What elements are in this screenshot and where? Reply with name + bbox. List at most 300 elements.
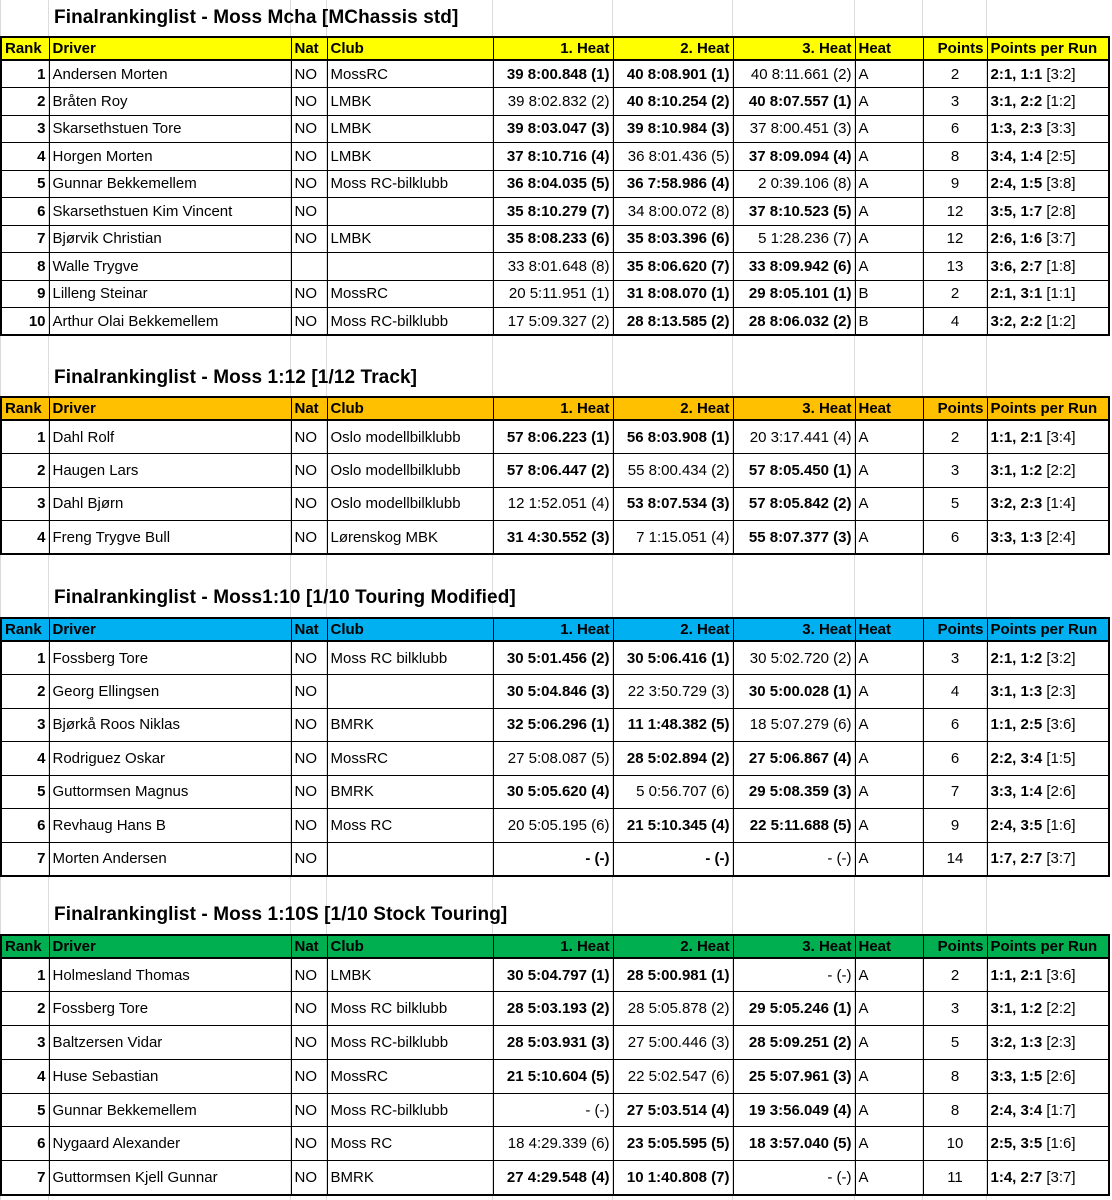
column-header-ppr[interactable]: Points per Run (987, 618, 1109, 641)
column-header-points[interactable]: Points (923, 618, 987, 641)
heat-group-cell[interactable]: A (855, 708, 923, 742)
rank-cell[interactable]: 10 (1, 308, 49, 336)
points-per-run-cell[interactable] (987, 641, 1109, 675)
nat-cell[interactable]: NO (291, 1059, 327, 1093)
club-cell[interactable]: LMBK (327, 115, 493, 143)
points-per-run-cell[interactable] (987, 115, 1109, 143)
column-header-driver[interactable]: Driver (49, 397, 291, 420)
driver-cell[interactable]: Andersen Morten (49, 60, 291, 88)
rank-cell[interactable]: 2 (1, 88, 49, 116)
heat3-cell[interactable]: 30 5:02.720 (2) (733, 641, 855, 675)
column-header-ppr[interactable]: Points per Run (987, 397, 1109, 420)
club-cell[interactable]: BMRK (327, 1161, 493, 1195)
points-cell[interactable]: 12 (923, 225, 987, 253)
club-cell[interactable]: Lørenskog MBK (327, 521, 493, 555)
nat-cell[interactable]: NO (291, 143, 327, 171)
driver-cell[interactable]: Gunnar Bekkemellem (49, 170, 291, 198)
nat-cell[interactable]: NO (291, 115, 327, 143)
driver-cell[interactable]: Fossberg Tore (49, 641, 291, 675)
club-cell[interactable]: Moss RC-bilklubb (327, 170, 493, 198)
heat2-cell[interactable]: 10 1:40.808 (7) (613, 1161, 733, 1195)
points-per-run-cell[interactable] (987, 742, 1109, 776)
heat3-cell[interactable]: 40 8:07.557 (1) (733, 88, 855, 116)
points-cell[interactable]: 3 (923, 992, 987, 1026)
driver-cell[interactable]: Lilleng Steinar (49, 280, 291, 308)
heat2-cell[interactable]: 11 1:48.382 (5) (613, 708, 733, 742)
heat2-cell[interactable]: 28 5:05.878 (2) (613, 992, 733, 1026)
heat-group-cell[interactable]: A (855, 170, 923, 198)
heat2-cell[interactable]: 28 5:02.894 (2) (613, 742, 733, 776)
heat1-cell[interactable]: 57 8:06.223 (1) (493, 420, 613, 454)
heat2-cell[interactable]: 30 5:06.416 (1) (613, 641, 733, 675)
column-header-heat3[interactable]: 3. Heat (733, 37, 855, 60)
points-per-run-cell[interactable] (987, 809, 1109, 843)
column-header-club[interactable]: Club (327, 935, 493, 958)
rank-cell[interactable]: 4 (1, 143, 49, 171)
heat1-cell[interactable]: 32 5:06.296 (1) (493, 708, 613, 742)
heat2-cell[interactable]: 28 8:13.585 (2) (613, 308, 733, 336)
column-header-driver[interactable]: Driver (49, 618, 291, 641)
points-per-run-cell[interactable] (987, 280, 1109, 308)
club-cell[interactable]: LMBK (327, 958, 493, 992)
heat3-cell[interactable]: 25 5:07.961 (3) (733, 1059, 855, 1093)
heat-group-cell[interactable]: A (855, 842, 923, 876)
nat-cell[interactable]: NO (291, 1026, 327, 1060)
heat-group-cell[interactable]: A (855, 809, 923, 843)
rank-cell[interactable]: 3 (1, 708, 49, 742)
points-per-run-cell[interactable] (987, 225, 1109, 253)
heat1-cell[interactable]: 17 5:09.327 (2) (493, 308, 613, 336)
column-header-points[interactable]: Points (923, 37, 987, 60)
points-per-run-cell[interactable] (987, 958, 1109, 992)
rank-cell[interactable]: 5 (1, 775, 49, 809)
rank-cell[interactable]: 6 (1, 198, 49, 226)
column-header-heat3[interactable]: 3. Heat (733, 618, 855, 641)
column-header-club[interactable]: Club (327, 37, 493, 60)
points-per-run-cell[interactable] (987, 198, 1109, 226)
column-header-club[interactable]: Club (327, 618, 493, 641)
rank-cell[interactable]: 5 (1, 170, 49, 198)
column-header-heat3[interactable]: 3. Heat (733, 935, 855, 958)
heat3-cell[interactable]: - (-) (733, 958, 855, 992)
points-cell[interactable]: 5 (923, 1026, 987, 1060)
club-cell[interactable]: MossRC (327, 60, 493, 88)
heat1-cell[interactable]: 27 5:08.087 (5) (493, 742, 613, 776)
column-header-driver[interactable]: Driver (49, 37, 291, 60)
driver-cell[interactable]: Nygaard Alexander (49, 1127, 291, 1161)
points-per-run-cell[interactable] (987, 170, 1109, 198)
club-cell[interactable] (327, 198, 493, 226)
rank-cell[interactable]: 5 (1, 1093, 49, 1127)
heat-group-cell[interactable]: A (855, 253, 923, 281)
rank-cell[interactable]: 3 (1, 115, 49, 143)
driver-cell[interactable]: Haugen Lars (49, 454, 291, 488)
heat-group-cell[interactable]: B (855, 308, 923, 336)
heat2-cell[interactable]: 22 3:50.729 (3) (613, 675, 733, 709)
rank-cell[interactable]: 3 (1, 1026, 49, 1060)
column-header-heat3[interactable]: 3. Heat (733, 397, 855, 420)
rank-cell[interactable]: 4 (1, 742, 49, 776)
club-cell[interactable]: Oslo modellbilklubb (327, 487, 493, 521)
column-header-ppr[interactable]: Points per Run (987, 935, 1109, 958)
nat-cell[interactable]: NO (291, 198, 327, 226)
nat-cell[interactable]: NO (291, 88, 327, 116)
heat2-cell[interactable]: 21 5:10.345 (4) (613, 809, 733, 843)
club-cell[interactable]: Moss RC (327, 1127, 493, 1161)
heat1-cell[interactable]: 31 4:30.552 (3) (493, 521, 613, 555)
nat-cell[interactable]: NO (291, 708, 327, 742)
column-header-points[interactable]: Points (923, 935, 987, 958)
heat2-cell[interactable]: 35 8:06.620 (7) (613, 253, 733, 281)
column-header-heat1[interactable]: 1. Heat (493, 37, 613, 60)
rank-cell[interactable]: 6 (1, 1127, 49, 1161)
heat-group-cell[interactable]: A (855, 992, 923, 1026)
heat3-cell[interactable]: 37 8:10.523 (5) (733, 198, 855, 226)
heat1-cell[interactable]: 30 5:04.797 (1) (493, 958, 613, 992)
nat-cell[interactable]: NO (291, 992, 327, 1026)
rank-cell[interactable]: 1 (1, 420, 49, 454)
points-cell[interactable]: 14 (923, 842, 987, 876)
points-cell[interactable]: 13 (923, 253, 987, 281)
points-cell[interactable]: 9 (923, 170, 987, 198)
club-cell[interactable]: LMBK (327, 225, 493, 253)
points-per-run-cell[interactable] (987, 88, 1109, 116)
points-cell[interactable]: 4 (923, 308, 987, 336)
heat3-cell[interactable]: 27 5:06.867 (4) (733, 742, 855, 776)
heat3-cell[interactable]: 29 5:08.359 (3) (733, 775, 855, 809)
nat-cell[interactable]: NO (291, 225, 327, 253)
driver-cell[interactable]: Baltzersen Vidar (49, 1026, 291, 1060)
points-cell[interactable]: 10 (923, 1127, 987, 1161)
heat-group-cell[interactable]: A (855, 420, 923, 454)
heat-group-cell[interactable]: B (855, 280, 923, 308)
points-cell[interactable]: 6 (923, 742, 987, 776)
points-per-run-cell[interactable] (987, 60, 1109, 88)
column-header-heat1[interactable]: 1. Heat (493, 397, 613, 420)
rank-cell[interactable]: 1 (1, 958, 49, 992)
driver-cell[interactable]: Rodriguez Oskar (49, 742, 291, 776)
heat1-cell[interactable]: 27 4:29.548 (4) (493, 1161, 613, 1195)
heat2-cell[interactable]: 56 8:03.908 (1) (613, 420, 733, 454)
rank-cell[interactable]: 2 (1, 992, 49, 1026)
nat-cell[interactable]: NO (291, 675, 327, 709)
points-per-run-cell[interactable] (987, 775, 1109, 809)
nat-cell[interactable]: NO (291, 280, 327, 308)
heat2-cell[interactable]: 55 8:00.434 (2) (613, 454, 733, 488)
column-header-rank[interactable]: Rank (1, 37, 49, 60)
points-per-run-cell[interactable] (987, 1059, 1109, 1093)
nat-cell[interactable]: NO (291, 1127, 327, 1161)
club-cell[interactable]: Moss RC bilklubb (327, 992, 493, 1026)
club-cell[interactable]: Oslo modellbilklubb (327, 420, 493, 454)
heat-group-cell[interactable]: A (855, 742, 923, 776)
heat-group-cell[interactable]: A (855, 521, 923, 555)
club-cell[interactable]: MossRC (327, 742, 493, 776)
heat-group-cell[interactable]: A (855, 487, 923, 521)
heat2-cell[interactable]: 27 5:00.446 (3) (613, 1026, 733, 1060)
heat-group-cell[interactable]: A (855, 225, 923, 253)
nat-cell[interactable]: NO (291, 454, 327, 488)
heat1-cell[interactable]: 30 5:04.846 (3) (493, 675, 613, 709)
club-cell[interactable]: LMBK (327, 143, 493, 171)
club-cell[interactable]: Moss RC bilklubb (327, 641, 493, 675)
heat-group-cell[interactable]: A (855, 1026, 923, 1060)
points-cell[interactable]: 12 (923, 198, 987, 226)
heat2-cell[interactable]: 23 5:05.595 (5) (613, 1127, 733, 1161)
column-header-heat[interactable]: Heat (855, 618, 923, 641)
column-header-ppr[interactable]: Points per Run (987, 37, 1109, 60)
heat-group-cell[interactable]: A (855, 775, 923, 809)
points-cell[interactable]: 6 (923, 115, 987, 143)
column-header-nat[interactable]: Nat (291, 618, 327, 641)
heat3-cell[interactable]: 57 8:05.842 (2) (733, 487, 855, 521)
nat-cell[interactable]: NO (291, 775, 327, 809)
points-per-run-cell[interactable] (987, 253, 1109, 281)
column-header-rank[interactable]: Rank (1, 397, 49, 420)
heat3-cell[interactable]: 18 3:57.040 (5) (733, 1127, 855, 1161)
heat1-cell[interactable]: 20 5:05.195 (6) (493, 809, 613, 843)
heat-group-cell[interactable]: A (855, 454, 923, 488)
heat-group-cell[interactable]: A (855, 198, 923, 226)
points-per-run-cell[interactable] (987, 454, 1109, 488)
driver-cell[interactable]: Huse Sebastian (49, 1059, 291, 1093)
nat-cell[interactable]: NO (291, 521, 327, 555)
nat-cell[interactable]: NO (291, 958, 327, 992)
nat-cell[interactable]: NO (291, 487, 327, 521)
points-cell[interactable]: 3 (923, 88, 987, 116)
driver-cell[interactable]: Skarsethstuen Tore (49, 115, 291, 143)
nat-cell[interactable]: NO (291, 1161, 327, 1195)
heat1-cell[interactable]: 39 8:02.832 (2) (493, 88, 613, 116)
heat3-cell[interactable]: 5 1:28.236 (7) (733, 225, 855, 253)
heat1-cell[interactable]: 30 5:05.620 (4) (493, 775, 613, 809)
rank-cell[interactable]: 1 (1, 60, 49, 88)
heat2-cell[interactable]: 35 8:03.396 (6) (613, 225, 733, 253)
column-header-heat1[interactable]: 1. Heat (493, 618, 613, 641)
points-per-run-cell[interactable] (987, 708, 1109, 742)
nat-cell[interactable]: NO (291, 641, 327, 675)
heat3-cell[interactable]: 19 3:56.049 (4) (733, 1093, 855, 1127)
heat3-cell[interactable]: 28 8:06.032 (2) (733, 308, 855, 336)
points-per-run-cell[interactable] (987, 521, 1109, 555)
heat1-cell[interactable]: - (-) (493, 842, 613, 876)
points-cell[interactable]: 4 (923, 675, 987, 709)
points-per-run-cell[interactable] (987, 1093, 1109, 1127)
column-header-rank[interactable]: Rank (1, 618, 49, 641)
heat3-cell[interactable]: 18 5:07.279 (6) (733, 708, 855, 742)
driver-cell[interactable]: Skarsethstuen Kim Vincent (49, 198, 291, 226)
club-cell[interactable]: MossRC (327, 1059, 493, 1093)
driver-cell[interactable]: Holmesland Thomas (49, 958, 291, 992)
heat-group-cell[interactable]: A (855, 641, 923, 675)
points-per-run-cell[interactable] (987, 308, 1109, 336)
rank-cell[interactable]: 4 (1, 521, 49, 555)
heat3-cell[interactable]: 55 8:07.377 (3) (733, 521, 855, 555)
column-header-driver[interactable]: Driver (49, 935, 291, 958)
club-cell[interactable]: Moss RC-bilklubb (327, 1026, 493, 1060)
driver-cell[interactable]: Revhaug Hans B (49, 809, 291, 843)
points-per-run-cell[interactable] (987, 1026, 1109, 1060)
heat-group-cell[interactable]: A (855, 675, 923, 709)
points-per-run-cell[interactable] (987, 842, 1109, 876)
heat2-cell[interactable]: 27 5:03.514 (4) (613, 1093, 733, 1127)
column-header-heat2[interactable]: 2. Heat (613, 935, 733, 958)
column-header-heat[interactable]: Heat (855, 935, 923, 958)
heat2-cell[interactable]: 7 1:15.051 (4) (613, 521, 733, 555)
nat-cell[interactable]: NO (291, 842, 327, 876)
heat1-cell[interactable]: 37 8:10.716 (4) (493, 143, 613, 171)
driver-cell[interactable]: Gunnar Bekkemellem (49, 1093, 291, 1127)
club-cell[interactable]: MossRC (327, 280, 493, 308)
points-cell[interactable]: 9 (923, 809, 987, 843)
points-cell[interactable]: 8 (923, 143, 987, 171)
heat2-cell[interactable]: 34 8:00.072 (8) (613, 198, 733, 226)
nat-cell[interactable] (291, 253, 327, 281)
column-header-nat[interactable]: Nat (291, 935, 327, 958)
club-cell[interactable]: Moss RC-bilklubb (327, 308, 493, 336)
heat-group-cell[interactable]: A (855, 88, 923, 116)
club-cell[interactable] (327, 842, 493, 876)
column-header-points[interactable]: Points (923, 397, 987, 420)
points-cell[interactable]: 8 (923, 1059, 987, 1093)
heat1-cell[interactable]: 28 5:03.193 (2) (493, 992, 613, 1026)
heat2-cell[interactable]: 5 0:56.707 (6) (613, 775, 733, 809)
club-cell[interactable]: Moss RC-bilklubb (327, 1093, 493, 1127)
heat3-cell[interactable]: 29 8:05.101 (1) (733, 280, 855, 308)
driver-cell[interactable]: Bjørkå Roos Niklas (49, 708, 291, 742)
column-header-heat1[interactable]: 1. Heat (493, 935, 613, 958)
heat2-cell[interactable]: 40 8:08.901 (1) (613, 60, 733, 88)
driver-cell[interactable]: Walle Trygve (49, 253, 291, 281)
points-cell[interactable]: 2 (923, 60, 987, 88)
heat-group-cell[interactable]: A (855, 1161, 923, 1195)
column-header-heat[interactable]: Heat (855, 397, 923, 420)
driver-cell[interactable]: Freng Trygve Bull (49, 521, 291, 555)
driver-cell[interactable]: Horgen Morten (49, 143, 291, 171)
rank-cell[interactable]: 7 (1, 842, 49, 876)
points-cell[interactable]: 7 (923, 775, 987, 809)
column-header-heat2[interactable]: 2. Heat (613, 37, 733, 60)
nat-cell[interactable]: NO (291, 809, 327, 843)
points-cell[interactable]: 3 (923, 641, 987, 675)
heat3-cell[interactable]: 57 8:05.450 (1) (733, 454, 855, 488)
heat2-cell[interactable]: 53 8:07.534 (3) (613, 487, 733, 521)
column-header-nat[interactable]: Nat (291, 37, 327, 60)
heat3-cell[interactable]: 37 8:00.451 (3) (733, 115, 855, 143)
driver-cell[interactable]: Bråten Roy (49, 88, 291, 116)
rank-cell[interactable]: 2 (1, 454, 49, 488)
heat1-cell[interactable]: 57 8:06.447 (2) (493, 454, 613, 488)
heat3-cell[interactable]: 28 5:09.251 (2) (733, 1026, 855, 1060)
heat-group-cell[interactable]: A (855, 1059, 923, 1093)
nat-cell[interactable]: NO (291, 60, 327, 88)
heat3-cell[interactable]: 2 0:39.106 (8) (733, 170, 855, 198)
points-per-run-cell[interactable] (987, 420, 1109, 454)
points-cell[interactable]: 6 (923, 521, 987, 555)
heat3-cell[interactable]: 29 5:05.246 (1) (733, 992, 855, 1026)
heat1-cell[interactable]: 12 1:52.051 (4) (493, 487, 613, 521)
heat1-cell[interactable]: 35 8:08.233 (6) (493, 225, 613, 253)
heat3-cell[interactable]: 33 8:09.942 (6) (733, 253, 855, 281)
heat1-cell[interactable]: 39 8:03.047 (3) (493, 115, 613, 143)
points-cell[interactable]: 2 (923, 280, 987, 308)
driver-cell[interactable]: Dahl Bjørn (49, 487, 291, 521)
heat2-cell[interactable]: 28 5:00.981 (1) (613, 958, 733, 992)
club-cell[interactable] (327, 253, 493, 281)
nat-cell[interactable]: NO (291, 308, 327, 336)
rank-cell[interactable]: 7 (1, 1161, 49, 1195)
points-cell[interactable]: 2 (923, 420, 987, 454)
nat-cell[interactable]: NO (291, 1093, 327, 1127)
heat1-cell[interactable]: 20 5:11.951 (1) (493, 280, 613, 308)
heat-group-cell[interactable]: A (855, 1127, 923, 1161)
heat3-cell[interactable]: 37 8:09.094 (4) (733, 143, 855, 171)
heat-group-cell[interactable]: A (855, 1093, 923, 1127)
heat1-cell[interactable]: 35 8:10.279 (7) (493, 198, 613, 226)
column-header-heat2[interactable]: 2. Heat (613, 397, 733, 420)
nat-cell[interactable]: NO (291, 170, 327, 198)
heat3-cell[interactable]: - (-) (733, 842, 855, 876)
driver-cell[interactable]: Arthur Olai Bekkemellem (49, 308, 291, 336)
rank-cell[interactable]: 9 (1, 280, 49, 308)
heat2-cell[interactable]: 31 8:08.070 (1) (613, 280, 733, 308)
heat1-cell[interactable]: 33 8:01.648 (8) (493, 253, 613, 281)
heat2-cell[interactable]: 36 8:01.436 (5) (613, 143, 733, 171)
points-cell[interactable]: 11 (923, 1161, 987, 1195)
heat1-cell[interactable]: 39 8:00.848 (1) (493, 60, 613, 88)
club-cell[interactable]: BMRK (327, 708, 493, 742)
heat-group-cell[interactable]: A (855, 958, 923, 992)
heat1-cell[interactable]: 28 5:03.931 (3) (493, 1026, 613, 1060)
driver-cell[interactable]: Guttormsen Kjell Gunnar (49, 1161, 291, 1195)
club-cell[interactable]: LMBK (327, 88, 493, 116)
points-per-run-cell[interactable] (987, 992, 1109, 1026)
heat-group-cell[interactable]: A (855, 143, 923, 171)
heat3-cell[interactable]: 22 5:11.688 (5) (733, 809, 855, 843)
rank-cell[interactable]: 8 (1, 253, 49, 281)
heat-group-cell[interactable]: A (855, 115, 923, 143)
rank-cell[interactable]: 4 (1, 1059, 49, 1093)
driver-cell[interactable]: Fossberg Tore (49, 992, 291, 1026)
points-cell[interactable]: 5 (923, 487, 987, 521)
heat3-cell[interactable]: 20 3:17.441 (4) (733, 420, 855, 454)
heat3-cell[interactable]: - (-) (733, 1161, 855, 1195)
points-per-run-cell[interactable] (987, 1127, 1109, 1161)
nat-cell[interactable]: NO (291, 742, 327, 776)
column-header-heat[interactable]: Heat (855, 37, 923, 60)
heat-group-cell[interactable]: A (855, 60, 923, 88)
club-cell[interactable]: Oslo modellbilklubb (327, 454, 493, 488)
column-header-rank[interactable]: Rank (1, 935, 49, 958)
rank-cell[interactable]: 2 (1, 675, 49, 709)
heat3-cell[interactable]: 40 8:11.661 (2) (733, 60, 855, 88)
points-cell[interactable]: 8 (923, 1093, 987, 1127)
points-per-run-cell[interactable] (987, 143, 1109, 171)
points-cell[interactable]: 3 (923, 454, 987, 488)
points-per-run-cell[interactable] (987, 675, 1109, 709)
points-cell[interactable]: 6 (923, 708, 987, 742)
points-per-run-cell[interactable] (987, 487, 1109, 521)
driver-cell[interactable]: Guttormsen Magnus (49, 775, 291, 809)
club-cell[interactable] (327, 675, 493, 709)
driver-cell[interactable]: Morten Andersen (49, 842, 291, 876)
driver-cell[interactable]: Georg Ellingsen (49, 675, 291, 709)
rank-cell[interactable]: 7 (1, 225, 49, 253)
heat1-cell[interactable]: 30 5:01.456 (2) (493, 641, 613, 675)
heat1-cell[interactable]: 18 4:29.339 (6) (493, 1127, 613, 1161)
heat2-cell[interactable]: 22 5:02.547 (6) (613, 1059, 733, 1093)
heat3-cell[interactable]: 30 5:00.028 (1) (733, 675, 855, 709)
